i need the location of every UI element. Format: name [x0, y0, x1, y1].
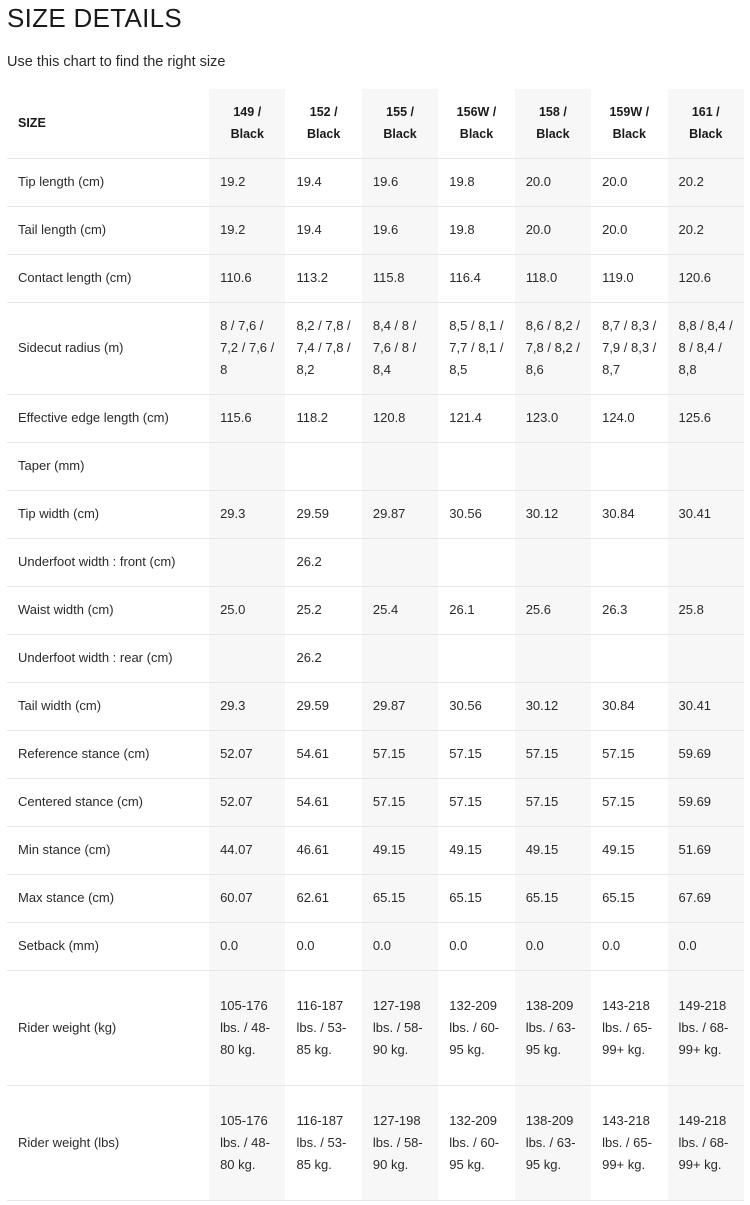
table-cell [515, 442, 591, 490]
table-cell: 0.0 [591, 922, 667, 970]
table-cell: 0.0 [668, 922, 745, 970]
page-title: SIZE DETAILS [7, 3, 183, 33]
table-cell: 59.69 [668, 730, 745, 778]
table-cell: 138-209 lbs. / 63-95 kg. [515, 1085, 591, 1200]
table-cell: 19.8 [438, 158, 514, 206]
table-cell: 132-209 lbs. / 60-95 kg. [438, 1085, 514, 1200]
table-cell: 20.0 [515, 158, 591, 206]
table-cell: 25.8 [668, 586, 745, 634]
table-cell: 25.4 [362, 586, 438, 634]
table-cell: 29.3 [209, 682, 285, 730]
table-row [7, 874, 744, 922]
table-cell: 30.84 [591, 490, 667, 538]
table-cell: 65.15 [515, 874, 591, 922]
row-label: Underfoot width : rear (cm) [7, 634, 209, 682]
table-cell: 25.0 [209, 586, 285, 634]
table-cell: 116-187 lbs. / 53-85 kg. [285, 970, 361, 1085]
table-cell: 19.4 [285, 206, 361, 254]
size-column-header [209, 89, 285, 158]
row-label: Tip length (cm) [7, 158, 209, 206]
row-label: Tail width (cm) [7, 682, 209, 730]
table-row [7, 586, 744, 634]
page-subtitle: Use this chart to find the right size [7, 54, 226, 70]
table-row [7, 394, 744, 442]
table-cell: 116.4 [438, 254, 514, 302]
table-cell [668, 634, 745, 682]
table-row [7, 1085, 744, 1200]
row-label: Max stance (cm) [7, 874, 209, 922]
table-cell [362, 538, 438, 586]
table-cell: 30.56 [438, 490, 514, 538]
table-cell: 46.61 [285, 826, 361, 874]
table-cell: 30.12 [515, 682, 591, 730]
table-cell: 123.0 [515, 394, 591, 442]
size-header-line: 159W / [609, 105, 650, 120]
table-cell: 26.2 [285, 538, 361, 586]
row-label: Contact length (cm) [7, 254, 209, 302]
table-cell: 29.87 [362, 490, 438, 538]
table-cell: 29.59 [285, 490, 361, 538]
table-cell: 115.6 [209, 394, 285, 442]
table-cell: 118.2 [285, 394, 361, 442]
table-cell: 105-176 lbs. / 48-80 kg. [209, 970, 285, 1085]
table-cell: 20.0 [591, 158, 667, 206]
table-cell: 62.61 [285, 874, 361, 922]
table-cell: 57.15 [515, 778, 591, 826]
table-cell [209, 634, 285, 682]
table-cell: 29.59 [285, 682, 361, 730]
table-cell: 120.6 [668, 254, 745, 302]
table-cell: 65.15 [362, 874, 438, 922]
table-cell: 49.15 [591, 826, 667, 874]
table-cell: 20.2 [668, 206, 745, 254]
size-header-line: Black [689, 127, 723, 142]
table-cell: 26.2 [285, 634, 361, 682]
table-row [7, 302, 744, 394]
table-cell: 19.2 [209, 206, 285, 254]
row-label: Effective edge length (cm) [7, 394, 209, 442]
table-cell: 30.12 [515, 490, 591, 538]
table-cell: 19.2 [209, 158, 285, 206]
size-column-header [515, 89, 591, 158]
table-cell: 149-218 lbs. / 68-99+ kg. [668, 970, 745, 1085]
table-cell: 52.07 [209, 778, 285, 826]
table-cell: 143-218 lbs. / 65-99+ kg. [591, 1085, 667, 1200]
table-cell: 30.41 [668, 490, 745, 538]
table-cell [209, 442, 285, 490]
table-cell [362, 442, 438, 490]
table-row [7, 442, 744, 490]
size-header-line: 158 / [538, 105, 567, 120]
row-label: Min stance (cm) [7, 826, 209, 874]
size-header-line: Black [536, 127, 570, 142]
table-cell: 52.07 [209, 730, 285, 778]
row-label: Waist width (cm) [7, 586, 209, 634]
table-cell: 0.0 [362, 922, 438, 970]
size-column-header [591, 89, 667, 158]
row-label: Centered stance (cm) [7, 778, 209, 826]
table-row [7, 970, 744, 1085]
size-column-header [668, 89, 745, 158]
table-cell: 67.69 [668, 874, 745, 922]
table-row [7, 730, 744, 778]
size-column-header: SIZE [7, 89, 209, 158]
table-cell [591, 442, 667, 490]
table-cell: 8,5 / 8,1 / 7,7 / 8,1 / 8,5 [438, 302, 514, 394]
table-row [7, 682, 744, 730]
table-cell: 19.8 [438, 206, 514, 254]
table-cell: 20.0 [515, 206, 591, 254]
table-cell: 0.0 [285, 922, 361, 970]
table-cell [285, 442, 361, 490]
table-cell: 25.6 [515, 586, 591, 634]
table-cell: 113.2 [285, 254, 361, 302]
table-cell: 143-218 lbs. / 65-99+ kg. [591, 970, 667, 1085]
size-details-table [7, 89, 744, 1201]
table-cell [515, 634, 591, 682]
table-row [7, 490, 744, 538]
table-cell: 118.0 [515, 254, 591, 302]
table-body [7, 158, 744, 1200]
table-cell: 116-187 lbs. / 53-85 kg. [285, 1085, 361, 1200]
size-header-line: 155 / [386, 105, 414, 120]
size-header-line: Black [612, 127, 646, 142]
table-cell: 138-209 lbs. / 63-95 kg. [515, 970, 591, 1085]
table-cell [591, 538, 667, 586]
table-row [7, 634, 744, 682]
table-cell: 132-209 lbs. / 60-95 kg. [438, 970, 514, 1085]
table-cell: 8,8 / 8,4 / 8 / 8,4 / 8,8 [668, 302, 745, 394]
table-cell: 8 / 7,6 / 7,2 / 7,6 / 8 [209, 302, 285, 394]
table-header-row [7, 89, 744, 158]
table-cell: 121.4 [438, 394, 514, 442]
table-cell: 19.4 [285, 158, 361, 206]
table-cell: 54.61 [285, 730, 361, 778]
row-label: Tip width (cm) [7, 490, 209, 538]
table-row [7, 206, 744, 254]
table-cell: 57.15 [438, 778, 514, 826]
table-cell: 8,6 / 8,2 / 7,8 / 8,2 / 8,6 [515, 302, 591, 394]
table-cell: 149-218 lbs. / 68-99+ kg. [668, 1085, 745, 1200]
row-label: Setback (mm) [7, 922, 209, 970]
table-cell: 30.84 [591, 682, 667, 730]
size-column-header [285, 89, 361, 158]
table-cell: 119.0 [591, 254, 667, 302]
row-label: Tail length (cm) [7, 206, 209, 254]
table-cell: 57.15 [591, 730, 667, 778]
size-header-line: 156W / [456, 105, 497, 120]
table-cell: 57.15 [591, 778, 667, 826]
table-cell: 0.0 [438, 922, 514, 970]
table-cell [438, 538, 514, 586]
table-cell: 8,4 / 8 / 7,6 / 8 / 8,4 [362, 302, 438, 394]
table-cell: 110.6 [209, 254, 285, 302]
table-cell: 19.6 [362, 158, 438, 206]
table-cell: 57.15 [438, 730, 514, 778]
row-label: Sidecut radius (m) [7, 302, 209, 394]
table-cell: 57.15 [362, 730, 438, 778]
table-cell: 19.6 [362, 206, 438, 254]
table-cell [438, 442, 514, 490]
table-cell [209, 538, 285, 586]
table-row [7, 922, 744, 970]
row-label: Rider weight (lbs) [7, 1085, 209, 1200]
row-label: Taper (mm) [7, 442, 209, 490]
table-cell: 49.15 [362, 826, 438, 874]
table-cell: 51.69 [668, 826, 745, 874]
table-cell: 65.15 [438, 874, 514, 922]
table-cell: 65.15 [591, 874, 667, 922]
table-cell: 0.0 [209, 922, 285, 970]
size-column-header [362, 89, 438, 158]
table-cell: 26.1 [438, 586, 514, 634]
table-cell: 124.0 [591, 394, 667, 442]
table-cell: 54.61 [285, 778, 361, 826]
table-row [7, 538, 744, 586]
size-header-line: 161 / [691, 105, 720, 120]
size-header-line: Black [306, 127, 341, 142]
table-cell [668, 538, 745, 586]
table-cell: 125.6 [668, 394, 745, 442]
table-cell: 20.0 [591, 206, 667, 254]
table-cell: 60.07 [209, 874, 285, 922]
row-label: Rider weight (kg) [7, 970, 209, 1085]
row-label: Reference stance (cm) [7, 730, 209, 778]
table-cell: 30.41 [668, 682, 745, 730]
size-header-line: Black [230, 127, 264, 142]
table-cell: 8,7 / 8,3 / 7,9 / 8,3 / 8,7 [591, 302, 667, 394]
table-row [7, 158, 744, 206]
table-cell: 25.2 [285, 586, 361, 634]
table-row [7, 826, 744, 874]
table-row [7, 778, 744, 826]
table-cell: 30.56 [438, 682, 514, 730]
table-cell [515, 538, 591, 586]
table-cell: 29.87 [362, 682, 438, 730]
table-cell: 59.69 [668, 778, 745, 826]
row-label: Underfoot width : front (cm) [7, 538, 209, 586]
size-header-line: 149 / [233, 105, 262, 120]
table-row [7, 254, 744, 302]
table-cell: 115.8 [362, 254, 438, 302]
table-cell: 0.0 [515, 922, 591, 970]
size-column-header [438, 89, 514, 158]
table-cell: 29.3 [209, 490, 285, 538]
table-cell: 44.07 [209, 826, 285, 874]
size-header-line: Black [459, 127, 494, 142]
size-header-line: 152 / [309, 105, 338, 120]
table-cell: 57.15 [515, 730, 591, 778]
table-cell: 105-176 lbs. / 48-80 kg. [209, 1085, 285, 1200]
table-cell: 57.15 [362, 778, 438, 826]
table-cell: 49.15 [438, 826, 514, 874]
table-cell: 127-198 lbs. / 58-90 kg. [362, 1085, 438, 1200]
table-cell [668, 442, 745, 490]
table-cell [591, 634, 667, 682]
table-cell: 26.3 [591, 586, 667, 634]
table-cell: 20.2 [668, 158, 745, 206]
table-cell [362, 634, 438, 682]
table-cell: 8,2 / 7,8 / 7,4 / 7,8 / 8,2 [285, 302, 361, 394]
size-header-line: Black [383, 127, 417, 142]
table-cell: 127-198 lbs. / 58-90 kg. [362, 970, 438, 1085]
table-cell: 49.15 [515, 826, 591, 874]
table-cell: 120.8 [362, 394, 438, 442]
table-cell [438, 634, 514, 682]
